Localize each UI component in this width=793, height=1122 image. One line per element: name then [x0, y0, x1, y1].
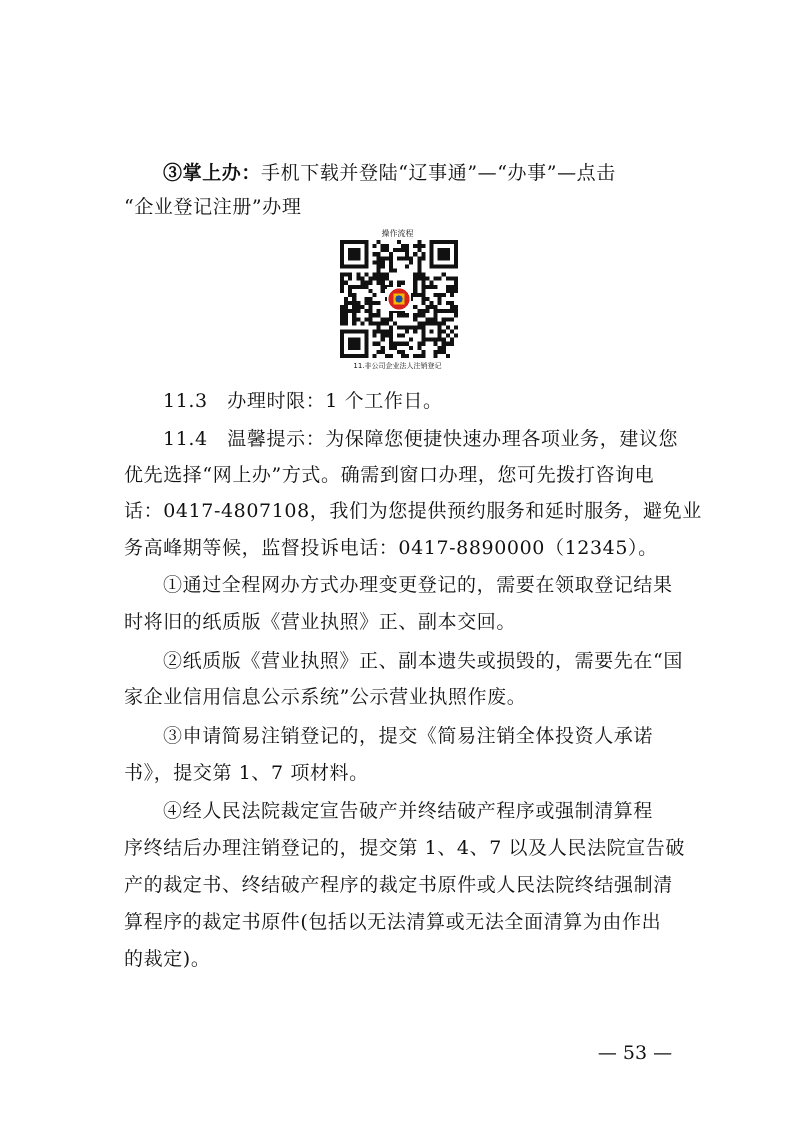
note-3-line-1: ③申请简易注销登记的，提交《简易注销全体投资人承诺 [163, 725, 654, 747]
section-3-text: 手机下载并登陆“辽事通”—“办事”—点击 [261, 162, 616, 184]
line-11-4: 11.4 温馨提示：为保障您便捷快速办理各项业务，建议您 [163, 428, 679, 450]
note-4-line-3: 产的裁定书、终结破产程序的裁定书原件或人民法院终结强制清 [124, 874, 673, 896]
section-3-marker: ③ [163, 162, 183, 184]
section-3-line-2: “企业登记注册”办理 [124, 196, 302, 218]
note-4-line-4: 算程序的裁定书原件(包括以无法清算或无法全面清算为由作出 [124, 911, 662, 933]
note-4-line-1: ④经人民法院裁定宣告破产并终结破产程序或强制清算程 [163, 800, 654, 822]
qr-caption: 11.非公司企业法人注销登记 [353, 362, 442, 370]
note-3-line-2: 书》，提交第 1、7 项材料。 [124, 762, 369, 784]
note-1-line-2: 时将旧的纸质版《营业执照》正、副本交回。 [124, 611, 517, 633]
section-3-line-1 [163, 160, 683, 186]
note-4-line-2: 序终结后办理注销登记的，提交第 1、4、7 以及人民法院宣告破 [124, 837, 685, 859]
note-1-line-1: ①通过全程网办方式办理变更登记的，需要在领取登记结果 [163, 574, 673, 596]
qr-code-image [340, 240, 458, 358]
qr-center-logo [387, 287, 411, 311]
section-3-title: 掌上办： [182, 162, 262, 184]
qr-title: 操作流程 [381, 229, 414, 238]
qr-code-block [330, 229, 465, 371]
page-number: — 53 — [597, 1042, 673, 1064]
line-11-3: 11.3 办理时限：1 个工作日。 [163, 390, 443, 412]
body-line: 话：0417-4807108，我们为您提供预约服务和延时服务，避免业 [124, 500, 702, 522]
note-2-line-2: 家企业信用信息公示系统”公示营业执照作废。 [124, 686, 527, 708]
note-2-line-1: ②纸质版《营业执照》正、副本遗失或损毁的，需要先在“国 [163, 650, 683, 672]
body-line: 务高峰期等候，监督投诉电话：0417-8890000（12345）。 [124, 537, 658, 559]
note-4-line-5: 的裁定)。 [124, 948, 211, 970]
body-line: 优先选择“网上办”方式。确需到窗口办理，您可先拨打咨询电 [124, 464, 655, 486]
